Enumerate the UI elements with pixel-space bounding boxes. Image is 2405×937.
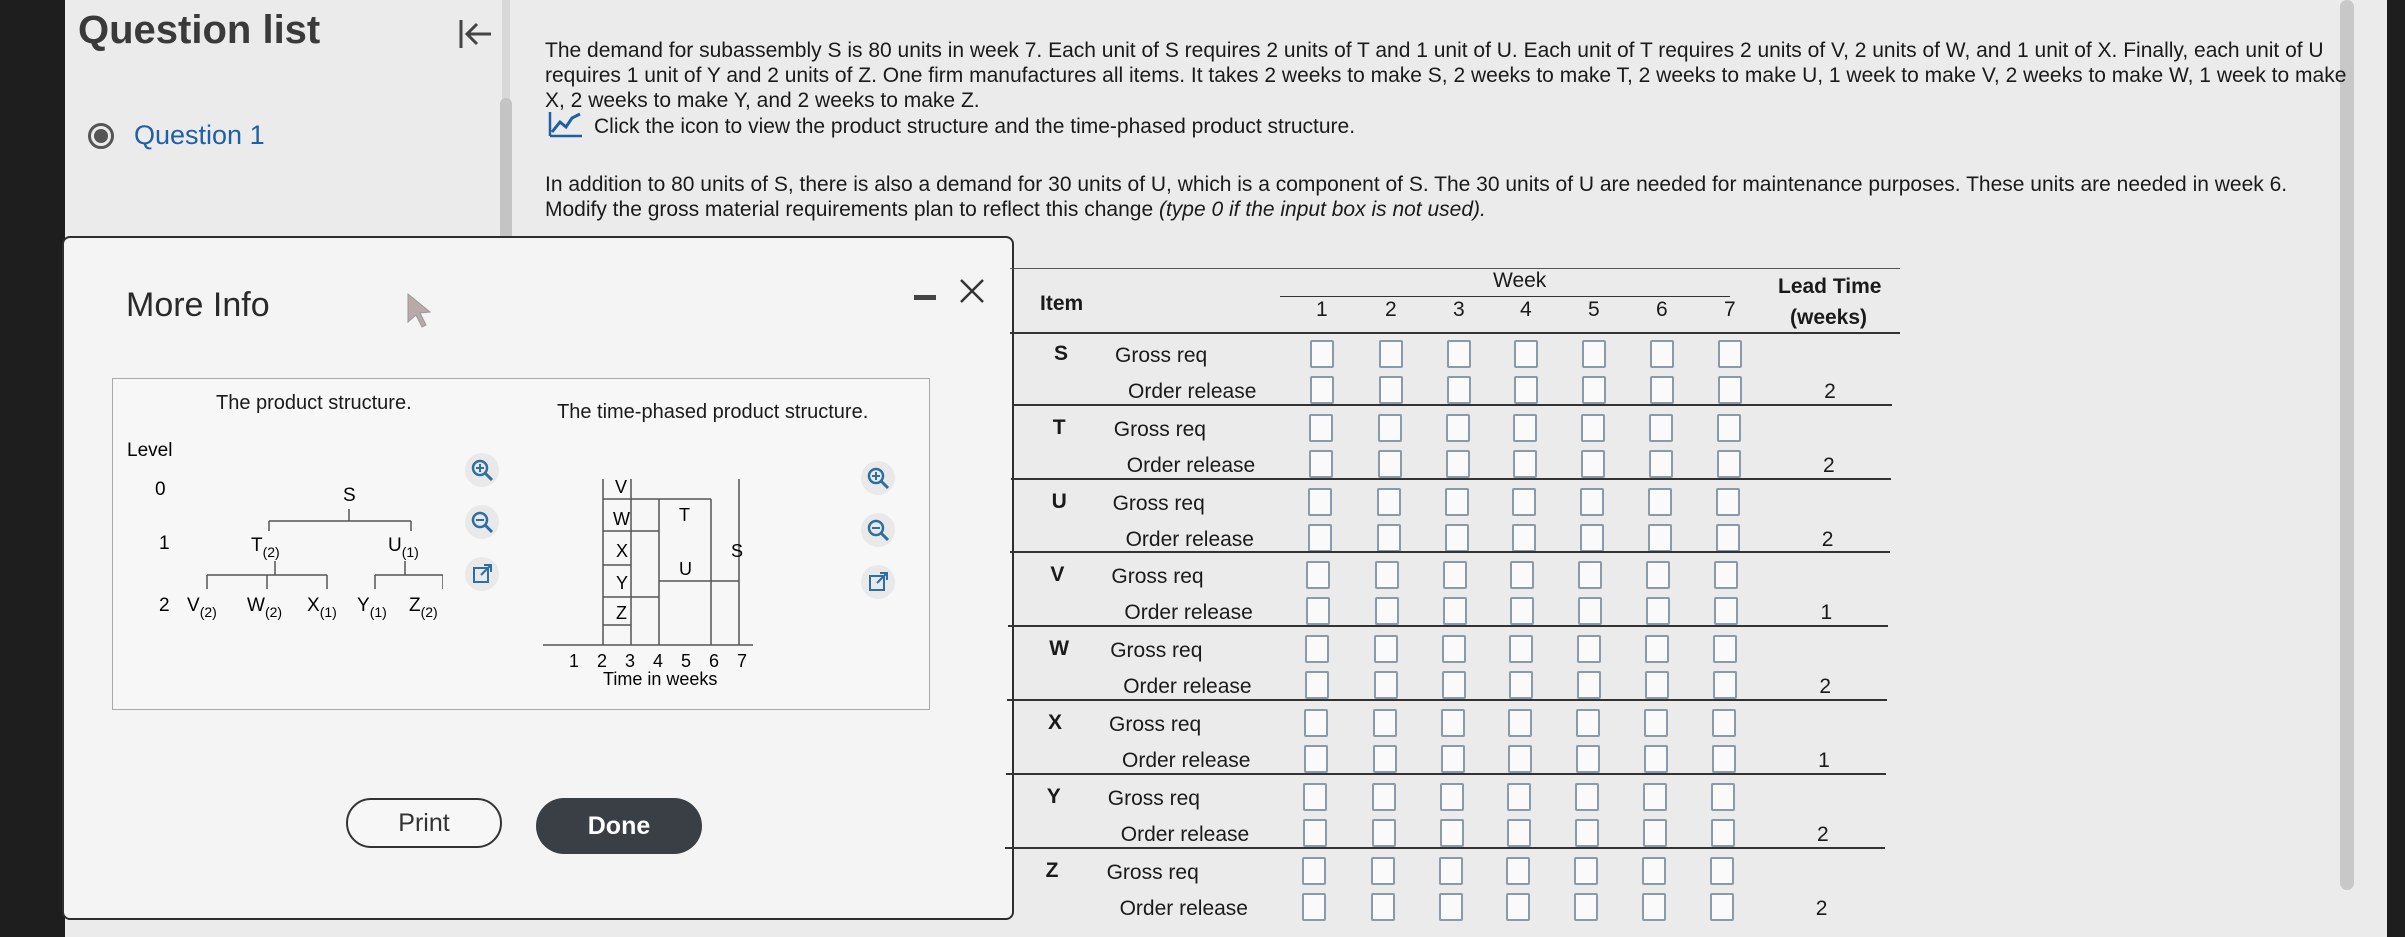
order-release-input-y-wk7[interactable] (1711, 819, 1735, 847)
order-release-input-s-wk4[interactable] (1514, 376, 1538, 404)
collapse-panel-icon[interactable] (455, 14, 495, 59)
sidebar-scrollbar[interactable] (500, 98, 512, 248)
tree-root-s: S (343, 485, 356, 506)
order-release-input-u-wk3[interactable] (1445, 524, 1469, 552)
gross-req-input-w-wk1[interactable] (1305, 635, 1329, 663)
addition-text: In addition to 80 units of S, there is also a demand for 30 units of U, which is a component of S. The 30 units of U are needed for maintenance purposes. These units are needed in week 6. Modify the gross material requirements plan to reflect this change (545, 173, 2288, 221)
tp-tick-3: 3 (625, 651, 636, 671)
product-structure-label: The product structure. (216, 392, 412, 414)
tree-t-qty: (2) (262, 544, 280, 560)
order-release-input-x-wk6[interactable] (1644, 745, 1668, 773)
order-release-input-y-wk1[interactable] (1303, 819, 1327, 847)
gross-req-input-y-wk5[interactable] (1575, 783, 1599, 811)
order-release-input-u-wk4[interactable] (1512, 524, 1536, 552)
order-release-input-t-wk1[interactable] (1309, 450, 1333, 478)
tp-tick-6: 6 (709, 651, 720, 671)
tree-x-qty: (1) (319, 604, 337, 620)
addition-note: (type 0 if the input box is not used). (1158, 198, 1486, 221)
tree-w-name: W (247, 595, 265, 616)
item-x: X (1048, 711, 1063, 734)
lead-time-s: 2 (1824, 380, 1836, 403)
gross-req-input-z-wk7[interactable] (1710, 857, 1734, 885)
item-w: W (1049, 637, 1070, 661)
order-release-input-z-wk6[interactable] (1642, 893, 1666, 921)
item-s: S (1054, 342, 1069, 365)
row-divider (1005, 847, 1885, 849)
tp-bar-x: X (616, 541, 629, 561)
order-release-input-t-wk5[interactable] (1581, 450, 1605, 478)
order-release-input-z-wk5[interactable] (1574, 893, 1598, 921)
gross-req-input-v-wk1[interactable] (1306, 561, 1330, 589)
order-release-input-s-wk3[interactable] (1447, 376, 1471, 404)
gross-req-input-v-wk4[interactable] (1510, 561, 1534, 589)
order-release-label: Order release (1120, 822, 1250, 846)
tree-z-qty: (2) (420, 604, 438, 620)
gross-req-input-t-wk5[interactable] (1581, 414, 1605, 442)
gross-req-label: Gross req (1106, 860, 1199, 884)
question-1-radio[interactable] (88, 123, 114, 149)
tree-t-name: T (251, 535, 263, 556)
svg-text:X(1) (307, 595, 337, 620)
tp-bar-t: T (679, 505, 690, 525)
svg-text:Y(1) (357, 595, 387, 620)
week-header: Week (1493, 269, 1547, 292)
week-col-1: 1 (1316, 298, 1328, 321)
order-release-input-v-wk4[interactable] (1510, 597, 1534, 625)
lead-time-t: 2 (1822, 453, 1835, 477)
question-list-title: Question list (78, 8, 321, 52)
view-structure-line (548, 110, 1355, 144)
table-top-rule (1010, 268, 1900, 269)
figure-panel (112, 378, 930, 710)
close-icon[interactable] (957, 276, 987, 311)
gross-req-input-u-wk7[interactable] (1716, 488, 1740, 516)
tp-bar-v: V (615, 477, 628, 497)
row-divider (1010, 551, 1890, 553)
order-release-input-v-wk3[interactable] (1443, 597, 1467, 625)
tp-tick-7: 7 (737, 651, 748, 671)
tp-bar-s: S (731, 541, 744, 561)
tp-open-external-icon[interactable] (861, 565, 895, 599)
svg-text:Z(2) (409, 595, 438, 620)
gross-req-input-t-wk4[interactable] (1513, 414, 1537, 442)
order-release-input-w-wk6[interactable] (1645, 671, 1669, 699)
order-release-input-t-wk6[interactable] (1649, 450, 1673, 478)
week-col-5: 5 (1588, 298, 1600, 321)
order-release-input-t-wk3[interactable] (1446, 450, 1470, 478)
gross-req-input-s-wk7[interactable] (1718, 340, 1742, 368)
gross-req-input-x-wk5[interactable] (1576, 709, 1600, 737)
gross-req-label: Gross req (1107, 786, 1200, 810)
week-col-2: 2 (1385, 298, 1397, 321)
minimize-button[interactable] (914, 295, 936, 300)
order-release-input-u-wk5[interactable] (1580, 524, 1604, 552)
addition-statement (545, 172, 2345, 222)
week-header-rule (1280, 296, 1730, 297)
gross-req-input-y-wk6[interactable] (1643, 783, 1667, 811)
tp-bar-y: Y (616, 573, 629, 593)
lead-time-w: 2 (1819, 675, 1832, 699)
order-release-input-z-wk4[interactable] (1506, 893, 1530, 921)
gross-req-input-u-wk3[interactable] (1445, 488, 1469, 516)
order-release-input-u-wk1[interactable] (1308, 524, 1332, 552)
lead-time-x: 1 (1818, 749, 1830, 772)
gross-req-input-u-wk4[interactable] (1512, 488, 1536, 516)
item-z: Z (1045, 858, 1059, 882)
order-release-label: Order release (1122, 749, 1251, 772)
order-release-input-w-wk1[interactable] (1305, 671, 1329, 699)
row-divider (1011, 478, 1891, 480)
done-button[interactable]: Done (536, 798, 702, 854)
svg-text:V(2) (187, 595, 217, 620)
order-release-input-t-wk4[interactable] (1513, 450, 1537, 478)
gross-req-input-y-wk2[interactable] (1372, 783, 1396, 811)
week-col-7: 7 (1724, 298, 1736, 321)
tp-axis-label: Time in weeks (603, 669, 718, 689)
tree-w-qty: (2) (264, 604, 283, 620)
order-release-input-y-wk5[interactable] (1575, 819, 1599, 847)
order-release-input-y-wk4[interactable] (1507, 819, 1531, 847)
time-phased-chart (543, 469, 793, 689)
svg-text:U(1) (388, 535, 419, 560)
tp-bar-w: W (613, 509, 630, 529)
gross-req-input-y-wk4[interactable] (1507, 783, 1531, 811)
tp-zoom-out-icon[interactable] (861, 513, 895, 547)
order-release-input-y-wk2[interactable] (1372, 819, 1396, 847)
tree-u-name: U (388, 535, 402, 556)
level-1: 1 (159, 533, 170, 554)
order-release-input-s-wk7[interactable] (1718, 376, 1742, 404)
order-release-input-t-wk2[interactable] (1378, 450, 1402, 478)
gross-req-label: Gross req (1115, 344, 1208, 367)
order-release-input-s-wk5[interactable] (1582, 376, 1606, 404)
gross-req-input-t-wk1[interactable] (1309, 414, 1333, 442)
gross-req-input-t-wk3[interactable] (1446, 414, 1470, 442)
order-release-label: Order release (1124, 601, 1253, 625)
gross-req-input-v-wk3[interactable] (1443, 561, 1467, 589)
order-release-input-x-wk7[interactable] (1712, 745, 1736, 773)
row-divider (1006, 773, 1886, 775)
gross-req-input-s-wk6[interactable] (1650, 340, 1674, 368)
gross-req-input-y-wk7[interactable] (1711, 783, 1735, 811)
gross-req-input-t-wk2[interactable] (1378, 414, 1402, 442)
mouse-cursor-icon (404, 290, 434, 335)
level-2: 2 (159, 595, 170, 616)
tp-tick-5: 5 (681, 651, 692, 671)
gross-req-input-z-wk5[interactable] (1574, 857, 1598, 885)
tree-z-name: Z (409, 595, 421, 616)
gross-req-input-x-wk2[interactable] (1373, 709, 1397, 737)
gross-req-input-x-wk7[interactable] (1712, 709, 1736, 737)
gross-req-input-s-wk5[interactable] (1582, 340, 1606, 368)
left-dark-edge (0, 0, 65, 937)
gross-req-label: Gross req (1113, 417, 1206, 441)
gross-req-input-v-wk6[interactable] (1646, 561, 1670, 589)
item-u: U (1051, 489, 1067, 513)
question-1-item[interactable] (88, 120, 265, 151)
gross-req-input-s-wk3[interactable] (1447, 340, 1471, 368)
order-release-input-v-wk5[interactable] (1578, 597, 1602, 625)
gross-req-input-s-wk1[interactable] (1310, 340, 1334, 368)
tp-tick-2: 2 (597, 651, 608, 671)
tp-bar-z: Z (616, 603, 627, 623)
tp-bar-u: U (679, 559, 692, 579)
gross-req-input-s-wk2[interactable] (1379, 340, 1403, 368)
gross-req-input-u-wk5[interactable] (1580, 488, 1604, 516)
order-release-input-x-wk1[interactable] (1304, 745, 1328, 773)
order-release-input-w-wk4[interactable] (1509, 671, 1533, 699)
order-release-input-s-wk2[interactable] (1379, 376, 1403, 404)
gross-req-input-z-wk3[interactable] (1439, 857, 1463, 885)
gross-req-input-w-wk3[interactable] (1442, 635, 1466, 663)
level-0: 0 (155, 479, 166, 500)
chart-icon[interactable] (548, 110, 584, 144)
item-y: Y (1046, 784, 1061, 808)
order-release-input-w-wk3[interactable] (1442, 671, 1466, 699)
gross-req-label: Gross req (1110, 639, 1203, 663)
gross-req-input-w-wk7[interactable] (1713, 635, 1737, 663)
order-release-input-v-wk1[interactable] (1306, 597, 1330, 625)
time-phased-label: The time-phased product structure. (557, 401, 869, 423)
gross-req-input-v-wk7[interactable] (1714, 561, 1738, 589)
gross-req-input-w-wk4[interactable] (1509, 635, 1533, 663)
gross-req-input-x-wk3[interactable] (1441, 709, 1465, 737)
gross-req-input-v-wk2[interactable] (1375, 561, 1399, 589)
tree-y-name: Y (357, 595, 370, 616)
right-dark-edge (2387, 0, 2405, 937)
order-release-input-y-wk3[interactable] (1440, 819, 1464, 847)
gross-req-label: Gross req (1109, 713, 1202, 736)
order-release-input-v-wk6[interactable] (1646, 597, 1670, 625)
lead-time-header: Lead Time (1778, 275, 1882, 298)
order-release-input-x-wk3[interactable] (1441, 745, 1465, 773)
week-col-4: 4 (1520, 298, 1532, 321)
gross-req-input-y-wk3[interactable] (1440, 783, 1464, 811)
tree-x-name: X (307, 595, 320, 616)
item-v: V (1050, 563, 1065, 587)
question-1-label[interactable]: Question 1 (134, 120, 265, 150)
lead-time-v: 1 (1820, 601, 1833, 625)
product-structure-tree (113, 439, 443, 639)
order-release-label: Order release (1126, 453, 1256, 477)
order-release-input-t-wk7[interactable] (1717, 450, 1741, 478)
tp-zoom-in-icon[interactable] (861, 461, 895, 495)
gross-req-input-x-wk1[interactable] (1304, 709, 1328, 737)
gross-req-input-x-wk4[interactable] (1508, 709, 1532, 737)
gross-req-input-w-wk6[interactable] (1645, 635, 1669, 663)
lead-time-header-units: (weeks) (1790, 306, 1868, 329)
order-release-input-x-wk5[interactable] (1576, 745, 1600, 773)
row-divider (1008, 625, 1888, 627)
order-release-label: Order release (1125, 527, 1254, 551)
item-t: T (1052, 415, 1066, 439)
order-release-input-w-wk5[interactable] (1577, 671, 1601, 699)
lead-time-z: 2 (1815, 896, 1828, 920)
tp-tick-4: 4 (653, 651, 664, 671)
gross-req-input-w-wk2[interactable] (1374, 635, 1398, 663)
gross-req-input-z-wk2[interactable] (1371, 857, 1395, 885)
order-release-input-x-wk2[interactable] (1373, 745, 1397, 773)
lead-time-y: 2 (1816, 822, 1829, 846)
order-release-input-z-wk2[interactable] (1371, 893, 1395, 921)
order-release-input-z-wk7[interactable] (1710, 893, 1734, 921)
order-release-input-s-wk6[interactable] (1650, 376, 1674, 404)
gross-req-label: Gross req (1111, 565, 1204, 589)
order-release-input-u-wk7[interactable] (1716, 524, 1740, 552)
order-release-input-w-wk7[interactable] (1713, 671, 1737, 699)
order-release-input-w-wk2[interactable] (1374, 671, 1398, 699)
mrp-table (1010, 260, 1910, 937)
tp-tick-1: 1 (569, 651, 580, 671)
lead-time-u: 2 (1821, 527, 1834, 551)
gross-req-input-u-wk6[interactable] (1648, 488, 1672, 516)
row-divider (1007, 699, 1887, 701)
order-release-label: Order release (1119, 896, 1248, 920)
gross-req-label: Gross req (1112, 491, 1205, 515)
order-release-input-u-wk6[interactable] (1648, 524, 1672, 552)
gross-req-input-y-wk1[interactable] (1303, 783, 1327, 811)
gross-req-input-z-wk1[interactable] (1302, 857, 1326, 885)
more-info-dialog (62, 236, 1014, 920)
order-release-input-v-wk7[interactable] (1714, 597, 1738, 625)
table-header-rule (1010, 332, 1900, 334)
svg-text:T(2) (251, 535, 280, 560)
row-divider (1012, 404, 1892, 406)
order-release-input-v-wk2[interactable] (1375, 597, 1399, 625)
order-release-input-z-wk1[interactable] (1302, 893, 1326, 921)
item-header: Item (1040, 292, 1084, 315)
gross-req-input-t-wk6[interactable] (1649, 414, 1673, 442)
tree-v-name: V (187, 595, 200, 616)
tree-u-qty: (1) (401, 544, 419, 560)
gross-req-input-u-wk1[interactable] (1308, 488, 1332, 516)
svg-text:W(2) (247, 595, 282, 620)
order-release-input-s-wk1[interactable] (1310, 376, 1334, 404)
order-release-input-y-wk6[interactable] (1643, 819, 1667, 847)
level-label: Level (127, 440, 173, 461)
open-external-icon[interactable] (465, 557, 499, 591)
gross-req-input-u-wk2[interactable] (1377, 488, 1401, 516)
tree-y-qty: (1) (369, 604, 387, 620)
gross-req-input-v-wk5[interactable] (1578, 561, 1602, 589)
tree-v-qty: (2) (199, 604, 217, 620)
order-release-label: Order release (1128, 380, 1257, 403)
gross-req-input-x-wk6[interactable] (1644, 709, 1668, 737)
dialog-title: More Info (126, 286, 270, 324)
view-structure-text: Click the icon to view the product structure and the time-phased product structure. (594, 115, 1356, 138)
order-release-label: Order release (1123, 675, 1252, 699)
zoom-in-icon[interactable] (465, 453, 499, 487)
gross-req-input-w-wk5[interactable] (1577, 635, 1601, 663)
print-button[interactable]: Print (346, 798, 502, 848)
page-scrollbar[interactable] (2340, 0, 2354, 890)
order-release-input-z-wk3[interactable] (1439, 893, 1463, 921)
order-release-input-x-wk4[interactable] (1508, 745, 1532, 773)
gross-req-input-z-wk6[interactable] (1642, 857, 1666, 885)
zoom-out-icon[interactable] (465, 505, 499, 539)
gross-req-input-s-wk4[interactable] (1514, 340, 1538, 368)
week-col-6: 6 (1656, 298, 1668, 321)
order-release-input-u-wk2[interactable] (1377, 524, 1401, 552)
gross-req-input-t-wk7[interactable] (1717, 414, 1741, 442)
problem-statement: The demand for subassembly S is 80 units in week 7. Each unit of S requires 2 units of T and 1 unit of U. Each unit of T requires 2 units of V, 2 units of W, and 1 unit of X. Finally, each unit of U requires 1 unit of Y and 2 units of Z. One firm manufactures all items. It takes 2 weeks to make S, 2 weeks to make T, 2 weeks to make U, 1 week to make V, 2 weeks to make W, 1 week to make X, 2 weeks to make Y, and 2 weeks to make Z. (545, 39, 2347, 112)
week-col-3: 3 (1453, 298, 1465, 321)
gross-req-input-z-wk4[interactable] (1506, 857, 1530, 885)
